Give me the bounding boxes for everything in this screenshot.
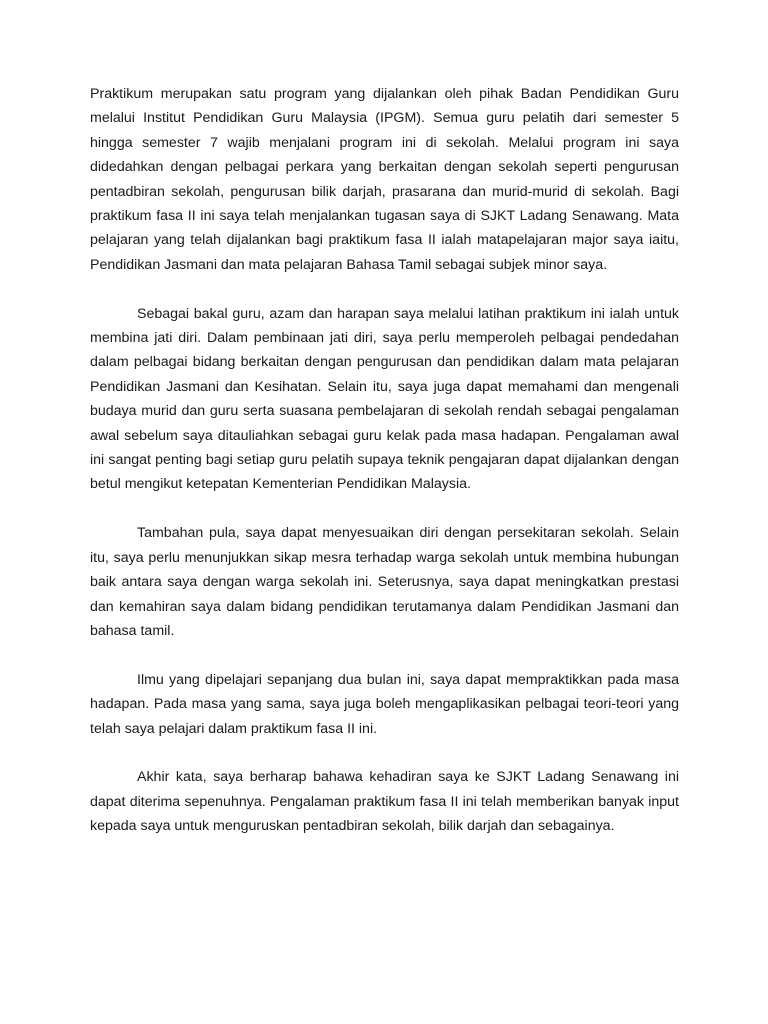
paragraph-spacer: [90, 741, 679, 765]
paragraph-spacer: [90, 643, 679, 667]
paragraph-spacer: [90, 497, 679, 521]
paragraph-5: Akhir kata, saya berharap bahawa kehadiran saya ke SJKT Ladang Senawang ini dapat diterima sepenuhnya. Pengalaman praktikum fasa II ini telah memberikan banyak input kepada saya untuk menguruskan pentadbiran sekolah, bilik darjah dan sebagainya.: [90, 769, 679, 835]
paragraph-2: Sebagai bakal guru, azam dan harapan saya melalui latihan praktikum ini ialah untuk membina jati diri. Dalam pembinaan jati diri, saya perlu memperoleh pelbagai pendedahan dalam pelbagai bidang berkaitan dengan pengurusan dan pendidikan dalam mata pelajaran Pendidikan Jasmani dan Kesihatan. Selain itu, saya juga dapat memahami dan mengenali budaya murid dan guru serta suasana pembelajaran di sekolah rendah sebagai pengalaman awal sebelum saya ditauliahkan sebagai guru kelak pada masa hadapan. Pengalaman awal ini sangat penting bagi setiap guru pelatih supaya teknik pengajaran dapat dijalankan dengan betul mengikut ketepatan Kementerian Pendidikan Malaysia.: [90, 305, 679, 493]
paragraph-3: Tambahan pula, saya dapat menyesuaikan diri dengan persekitaran sekolah. Selain itu, saya perlu menunjukkan sikap mesra terhadap warga sekolah untuk membina hubungan baik antara saya dengan warga sekolah ini. Seterusnya, saya dapat meningkatkan prestasi dan kemahiran saya dalam bidang pendidikan terutamanya dalam Pendidikan Jasmani dan bahasa tamil.: [90, 525, 679, 639]
paragraph-4: Ilmu yang dipelajari sepanjang dua bulan ini, saya dapat mempraktikkan pada masa hadapan. Pada masa yang sama, saya juga boleh mengaplikasikan pelbagai teori-teori yang telah saya pelajari dalam praktikum fasa II ini.: [90, 671, 679, 737]
paragraph-spacer: [90, 277, 679, 301]
document-body: [90, 82, 679, 839]
paragraph-1: Praktikum merupakan satu program yang dijalankan oleh pihak Badan Pendidikan Guru melalui Institut Pendidikan Guru Malaysia (IPGM). Semua guru pelatih dari semester 5 hingga semester 7 wajib menjalani program ini di sekolah. Melalui program ini saya didedahkan dengan pelbagai perkara yang berkaitan dengan sekolah seperti pengurusan pentadbiran sekolah, pengurusan bilik darjah, prasarana dan murid-murid di sekolah. Bagi praktikum fasa II ini saya telah menjalankan tugasan saya di SJKT Ladang Senawang. Mata pelajaran yang telah dijalankan bagi praktikum fasa II ialah matapelajaran major saya iaitu, Pendidikan Jasmani dan mata pelajaran Bahasa Tamil sebagai subjek minor saya.: [90, 86, 679, 273]
